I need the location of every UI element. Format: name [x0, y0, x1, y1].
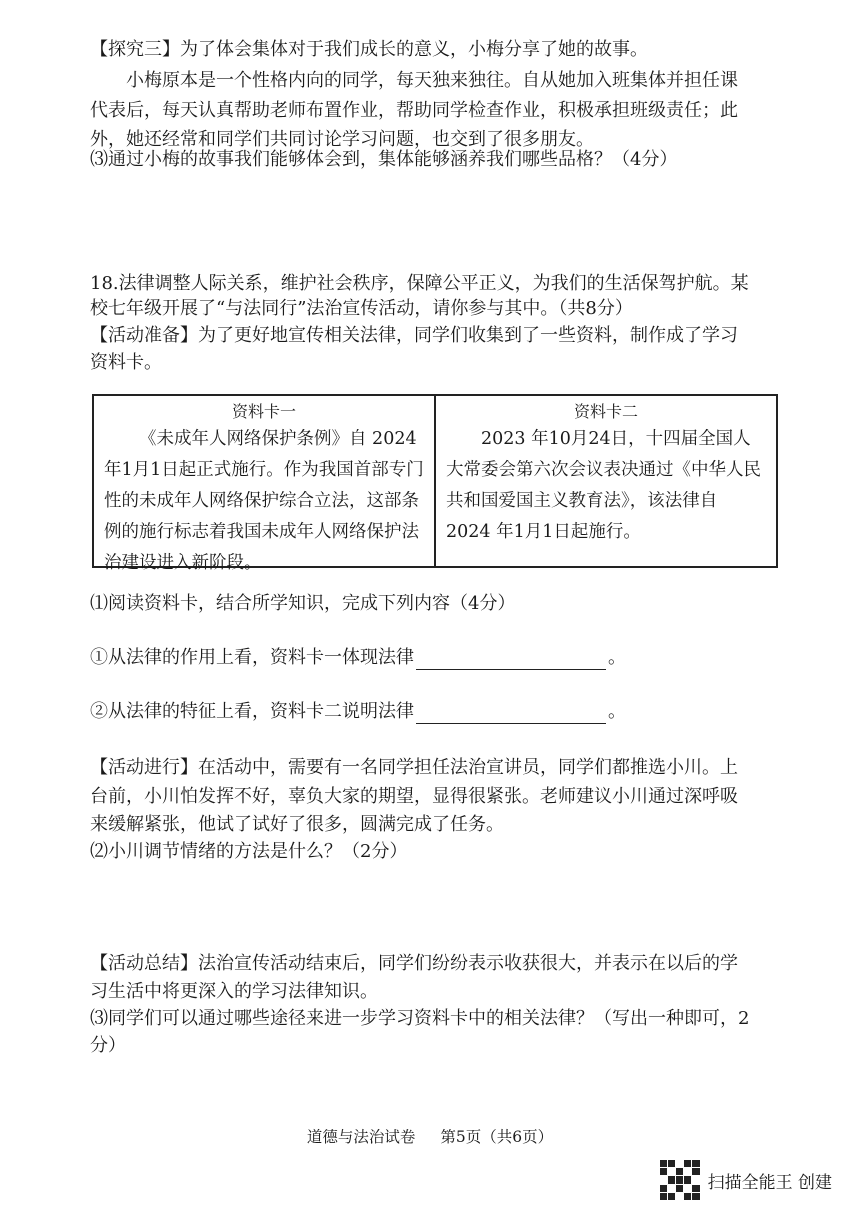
prep-line-1: 【活动准备】为了更好地宣传相关法律，同学们收集到了一些资料，制作成了学习	[90, 325, 738, 346]
q18-line-2: 校七年级开展了“与法同行”法治宣传活动，请你参与其中。（共8分）	[90, 298, 633, 319]
material-cards	[92, 394, 778, 573]
material-card-1	[94, 396, 434, 573]
page-footer	[0, 1125, 860, 1147]
footer-subject: 道德与法治试卷	[306, 1128, 416, 1146]
card-1-title: 资料卡一	[231, 402, 296, 421]
card-1-text: 《未成年人网络保护条例》自 2024 年1月1日起正式施行。作为我国首部专门性的未成年人网络保护综合立法，这部条例的施行标志着我国未成年人网络保护法治建设进入新阶段。	[104, 429, 424, 573]
answer-item-1	[90, 646, 764, 670]
activity-line-3: 来缓解紧张，他试了试好了很多，圆满完成了任务。	[90, 814, 504, 835]
question-2-emotion: ⑵小川调节情绪的方法是什么？（2分）	[90, 841, 408, 862]
sub-question-1: ⑴阅读资料卡，结合所学知识，完成下列内容（4分）	[90, 593, 516, 614]
item-1-prompt: ①从法律的作用上看，资料卡一体现法律	[90, 647, 414, 668]
story-line-3: 外，她还经常和同学们共同讨论学习问题，也交到了很多朋友。	[90, 129, 594, 150]
answer-blank-1[interactable]	[416, 651, 606, 670]
question-3-line-1: ⑶同学们可以通过哪些途径来进一步学习资料卡中的相关法律？（写出一种即可，2	[90, 1008, 750, 1029]
activity-line-1: 【活动进行】在活动中，需要有一名同学担任法治宣讲员，同学们都推选小川。上	[90, 757, 738, 778]
card-2-text: 2023 年10月24日，十四届全国人大常委会第六次会议表决通过《中华人民共和国爱国主义教育法》，该法律自 2024 年1月1日起施行。	[446, 429, 761, 542]
question-3-quality: ⑶通过小梅的故事我们能够体会到，集体能够涵养我们哪些品格？（4分）	[90, 149, 678, 170]
answer-blank-2[interactable]	[416, 705, 606, 724]
material-card-2	[434, 396, 776, 566]
item-2-prompt: ②从法律的特征上看，资料卡二说明法律	[90, 701, 414, 722]
footer-page-number: 第5页（共6页）	[440, 1128, 554, 1146]
answer-item-2	[90, 700, 764, 724]
activity-line-2: 台前，小川怕发挥不好，辜负大家的期望，显得很紧张。老师建议小川通过深呼吸	[90, 786, 738, 807]
prep-line-2: 资料卡。	[90, 352, 162, 373]
qr-code-icon	[660, 1160, 700, 1200]
q18-line-1: 18.法律调整人际关系，维护社会秩序，保障公平正义，为我们的生活保驾护航。某	[90, 273, 749, 294]
watermark-text: 扫描全能王 创建	[707, 1172, 832, 1193]
item-1-period: 。	[608, 647, 626, 668]
section3-intro: 【探究三】为了体会集体对于我们成长的意义，小梅分享了她的故事。	[90, 39, 648, 60]
story-line-1: 小梅原本是一个性格内向的同学，每天独来独往。自从她加入班集体并担任课	[126, 70, 738, 91]
scanner-watermark	[660, 1160, 832, 1200]
item-2-period: 。	[608, 701, 626, 722]
card-2-title: 资料卡二	[573, 402, 638, 421]
summary-line-1: 【活动总结】法治宣传活动结束后，同学们纷纷表示收获很大，并表示在以后的学	[90, 953, 738, 974]
story-line-2: 代表后，每天认真帮助老师布置作业，帮助同学检查作业，积极承担班级责任；此	[90, 100, 738, 121]
question-3-line-2: 分）	[90, 1035, 126, 1056]
summary-line-2: 习生活中将更深入的学习法律知识。	[90, 981, 378, 1002]
